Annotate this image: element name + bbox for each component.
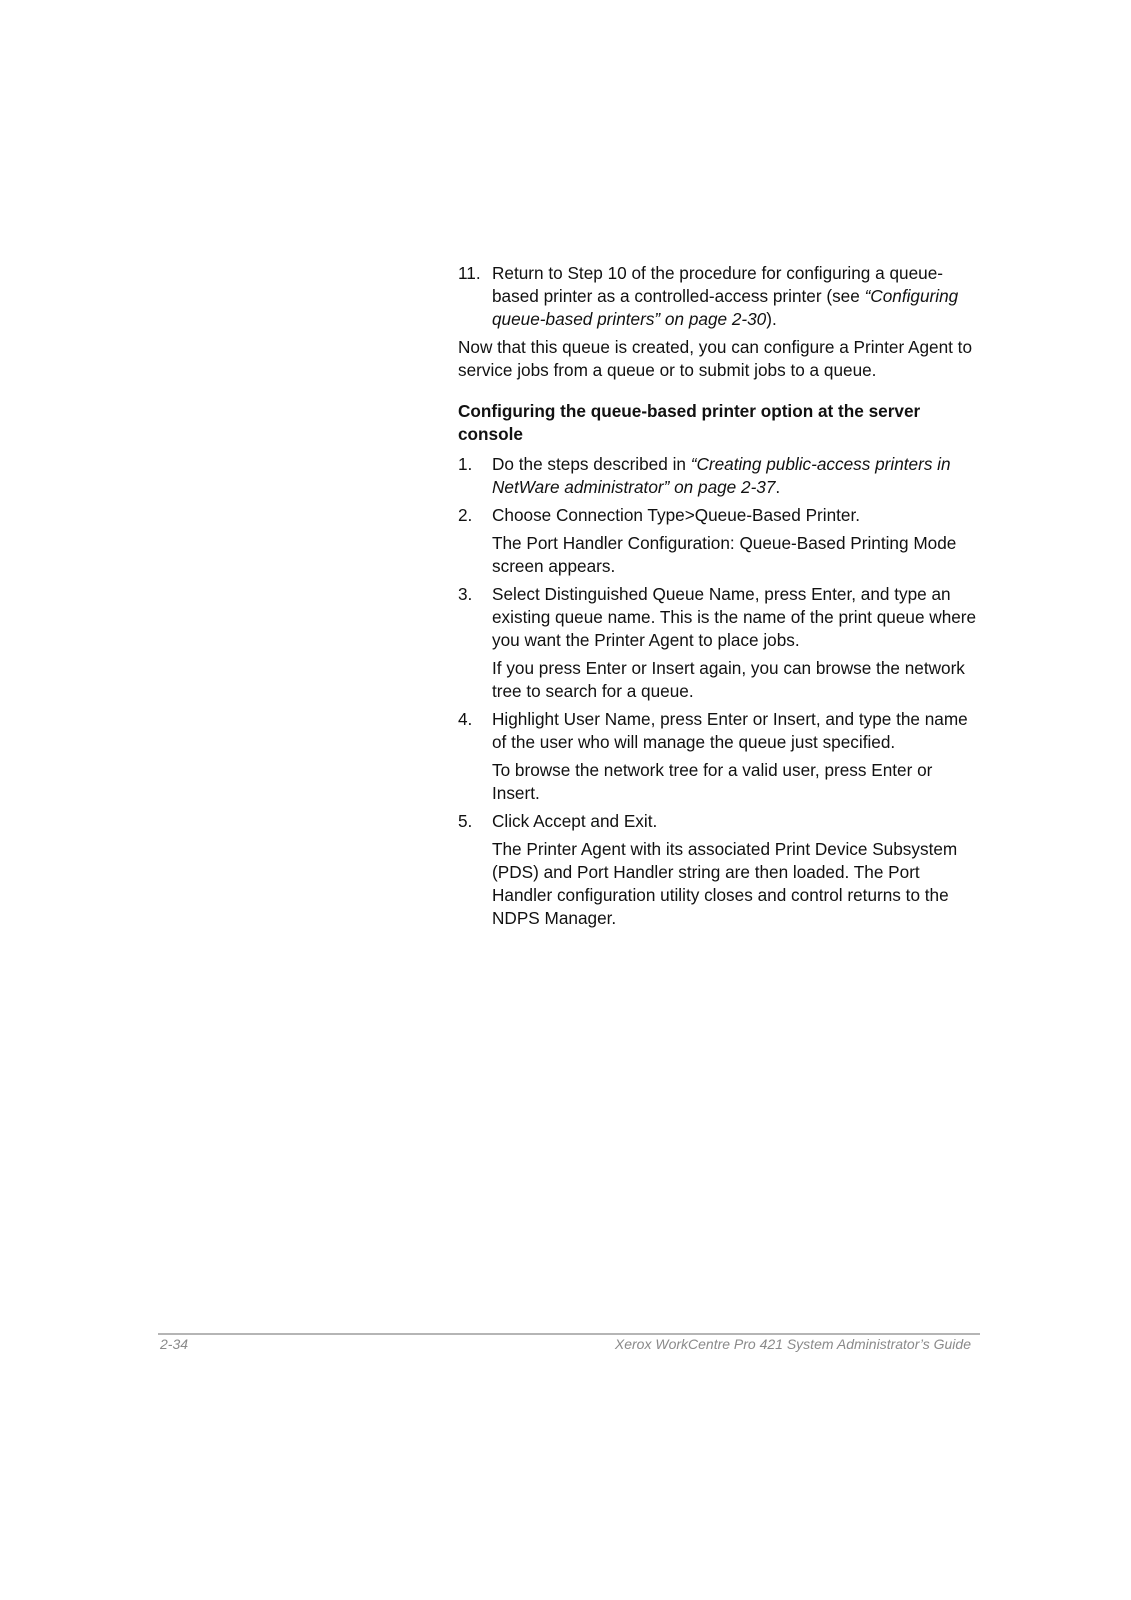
step-2 [458, 504, 978, 527]
step-4 [458, 708, 978, 754]
document-body [458, 262, 978, 935]
step-3 [458, 583, 978, 652]
footer-divider [158, 1333, 980, 1335]
step-text: Select Distinguished Queue Name, press Enter, and type an existing queue name. This is the name of the print queue where you want the Printer Agent to place jobs. [492, 584, 977, 650]
step-note: If you press Enter or Insert again, you can browse the network tree to search for a queue. [492, 658, 965, 701]
step-note: To browse the network tree for a valid user, press Enter or Insert. [492, 760, 933, 803]
cross-reference-link[interactable]: “Creating public-access printers in NetWare administrator” on page 2-37 [492, 454, 951, 497]
step-number: 2. [458, 505, 473, 525]
step-text: Click Accept and Exit. [492, 811, 658, 831]
step-number: 3. [458, 584, 473, 604]
intro-paragraph: Now that this queue is created, you can configure a Printer Agent to service jobs from a queue or to submit jobs to a queue. [458, 337, 973, 380]
step-text: Choose Connection Type>Queue-Based Printer. [492, 505, 861, 525]
step-number: 4. [458, 709, 473, 729]
section-heading: Configuring the queue-based printer option at the server console [458, 401, 921, 444]
step-text: Highlight User Name, press Enter or Insert, and type the name of the user who will manage the queue just specified. [492, 709, 968, 752]
step-1 [458, 453, 978, 499]
footer-page-number: 2-34 [160, 1336, 189, 1352]
step-11 [458, 262, 978, 331]
step-note: The Port Handler Configuration: Queue-Based Printing Mode screen appears. [492, 533, 957, 576]
step-number: 5. [458, 811, 473, 831]
step-text: Return to Step 10 of the procedure for configuring a queue-based printer as a controlled-access printer (see “Configuring queue-based printers” on page 2-30). [492, 263, 959, 329]
cross-reference-link[interactable]: “Configuring queue-based printers” on page 2-30 [492, 286, 959, 329]
step-5 [458, 810, 978, 833]
footer-guide-title: Xerox WorkCentre Pro 421 System Administrator’s Guide [614, 1336, 971, 1352]
step-note: The Printer Agent with its associated Print Device Subsystem (PDS) and Port Handler string are then loaded. The Port Handler configuration utility closes and control returns to the NDPS Manager. [492, 839, 958, 928]
step-number: 1. [458, 454, 473, 474]
step-text: Do the steps described in “Creating public-access printers in NetWare administrator” on page 2-37. [492, 454, 951, 497]
step-number: 11. [458, 263, 481, 283]
